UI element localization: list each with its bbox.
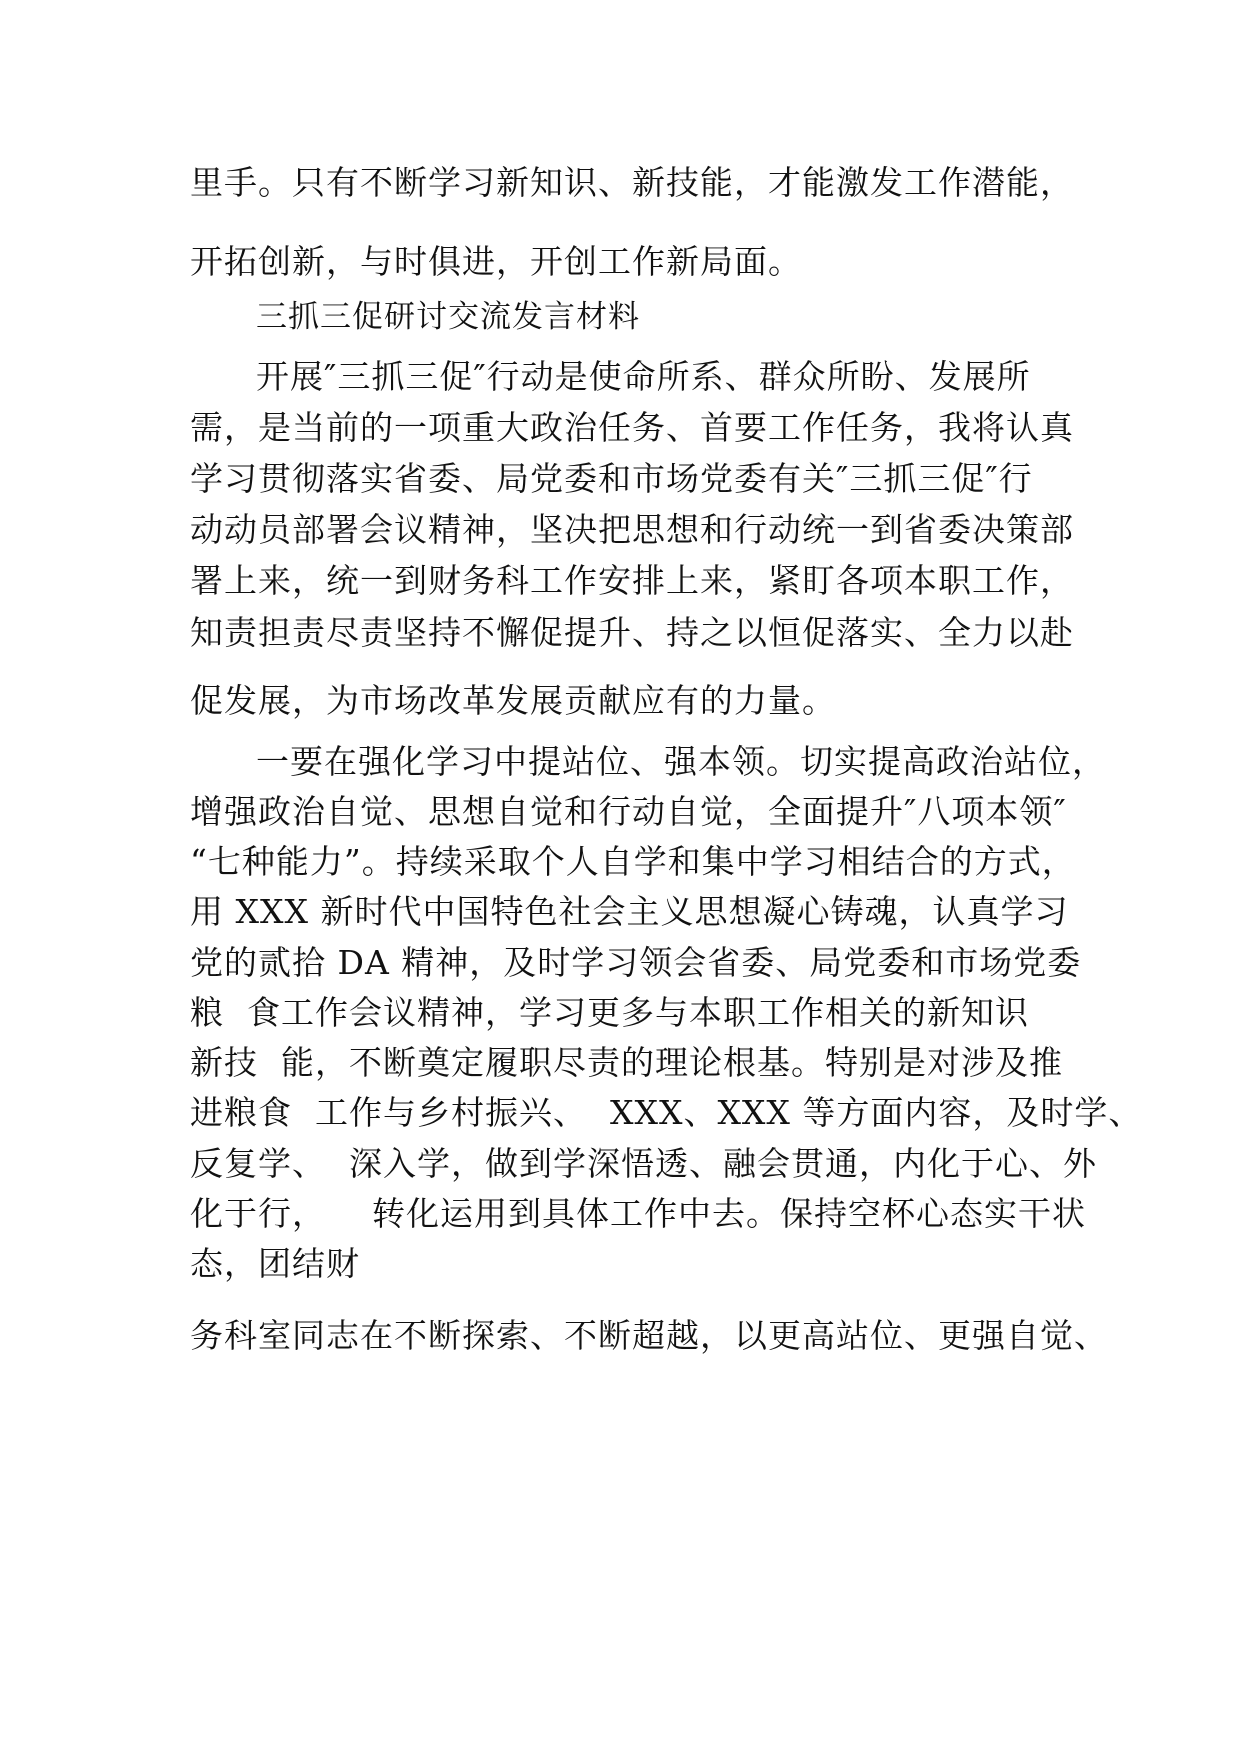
paragraph2-line-11: 态，团结财	[190, 1244, 360, 1283]
paragraph1-line-2: 需，是当前的一项重大政治任务、首要工作任务，我将认真	[190, 408, 1074, 447]
paragraph2-line-9: 反复学、 深入学，做到学深悟透、融会贯通，内化于心、外	[190, 1144, 1097, 1183]
paragraph1-line-3: 学习贯彻落实省委、局党委和市场党委有关″三抓三促″行	[190, 459, 1033, 498]
paragraph1-line-6: 知责担责尽责坚持不懈促提升、持之以恒促落实、全力以赴	[190, 613, 1074, 652]
paragraph2-line-4: 用 XXX 新时代中国特色社会主义思想凝心铸魂，认真学习	[190, 892, 1069, 931]
paragraph2-line-12: 务科室同志在不断探索、不断超越，以更高站位、更强自觉、	[190, 1316, 1108, 1355]
paragraph1-line-7: 促发展，为市场改革发展贡献应有的力量。	[190, 681, 836, 720]
paragraph2-line-2: 增强政治自觉、思想自觉和行动自觉，全面提升″八项本领″	[190, 792, 1067, 831]
paragraph1-line-5: 署上来，统一到财务科工作安排上来，紧盯各项本职工作，	[190, 561, 1074, 600]
paragraph2-line-3: “七种能力”。持续采取个人自学和集中学习相结合的方式，	[190, 842, 1076, 881]
intro-line-1: 里手。只有不断学习新知识、新技能，才能激发工作潜能，	[190, 163, 1074, 202]
paragraph1-line-1: 开展″三抓三促″行动是使命所系、群众所盼、发展所	[256, 357, 1031, 396]
intro-line-2: 开拓创新，与时俱进，开创工作新局面。	[190, 242, 802, 281]
paragraph2-line-10: 化于行， 转化运用到具体工作中去。保持空杯心态实干状	[190, 1194, 1086, 1233]
paragraph2-line-5: 党的贰拾 DA 精神，及时学习领会省委、局党委和市场党委	[190, 943, 1082, 982]
paragraph2-line-8: 进粮食 工作与乡村振兴、 XXX、XXX 等方面内容，及时学、	[190, 1093, 1143, 1132]
paragraph2-line-6: 粮 食工作会议精神，学习更多与本职工作相关的新知识	[190, 993, 1029, 1032]
paragraph2-line-1: 一要在强化学习中提站位、强本领。切实提高政治站位，	[256, 742, 1106, 781]
document-title: 三抓三促研讨交流发言材料	[256, 299, 640, 335]
paragraph1-line-4: 动动员部署会议精神，坚决把思想和行动统一到省委决策部	[190, 510, 1074, 549]
paragraph2-line-7: 新技 能，不断奠定履职尽责的理论根基。特别是对涉及推	[190, 1043, 1063, 1082]
